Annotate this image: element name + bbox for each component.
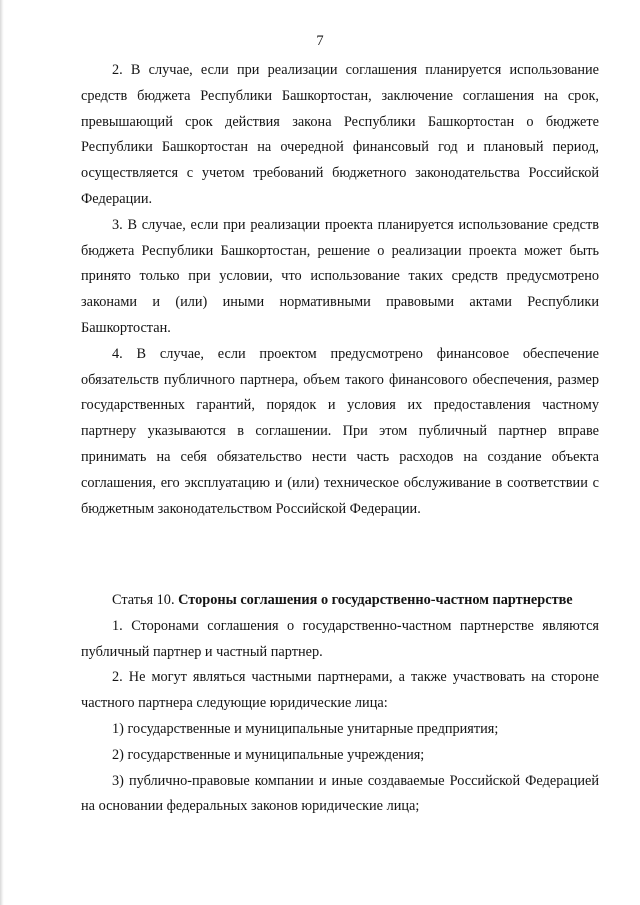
paragraphs-top — [81, 58, 599, 522]
article-paragraph-1: 1. Сторонами соглашения о государственно-частном партнерстве являются публичный партнер и частный партнер. — [81, 617, 599, 660]
article-paragraph-2: 2. Не могут являться частными партнерами, а также участвовать на стороне частного партнера следующие юридические лица: — [81, 669, 599, 712]
article-label: Статья 10. — [112, 592, 175, 608]
list-item: 3) публично-правовые компании и иные создаваемые Российской Федерацией на основании федеральных законов юридические лица; — [81, 772, 599, 815]
article-heading — [81, 588, 599, 614]
paragraph-4-financial-support: 4. В случае, если проектом предусмотрено финансовое обеспечение обязательств публичного партнера, объем такого финансового обеспечения, размер государственных гарантий, порядок и условия их предоставления частному партнеру указываются в соглашении. При этом публичный партнер вправе принимать на себя обязательство нести часть расходов на создание объекта соглашения, его эксплуатацию и (или) техническое обслуживание в соответствии с бюджетным законодательством Российской Федерации. — [81, 345, 599, 517]
paragraph-2-budget-funds: 2. В случае, если при реализации соглашения планируется использование средств бюджета Республики Башкортостан, заключение соглашения на срок, превышающий срок действия закона Республики Башкортостан о бюджете Республики Башкортостан на очередной финансовый год и плановый период, осуществляется с учетом требований бюджетного законодательства Российской Федерации. — [81, 62, 599, 207]
article-10-section — [81, 588, 599, 820]
scan-edge-shadow — [0, 0, 4, 905]
paragraph-3-project-funds: 3. В случае, если при реализации проекта планируется использование средств бюджета Республики Башкортостан, решение о реализации проекта может быть принято только при условии, что использование таких средств предусмотрено законами и (или) иными нормативными правовыми актами Республики Башкортостан. — [81, 216, 599, 336]
article-title: Стороны соглашения о государственно-частном партнерстве — [178, 592, 573, 608]
list-item: 1) государственные и муниципальные унитарные предприятия; — [112, 720, 499, 737]
excluded-entities-list — [81, 717, 599, 820]
page-number: 7 — [316, 33, 324, 49]
list-item: 2) государственные и муниципальные учреждения; — [112, 746, 425, 763]
